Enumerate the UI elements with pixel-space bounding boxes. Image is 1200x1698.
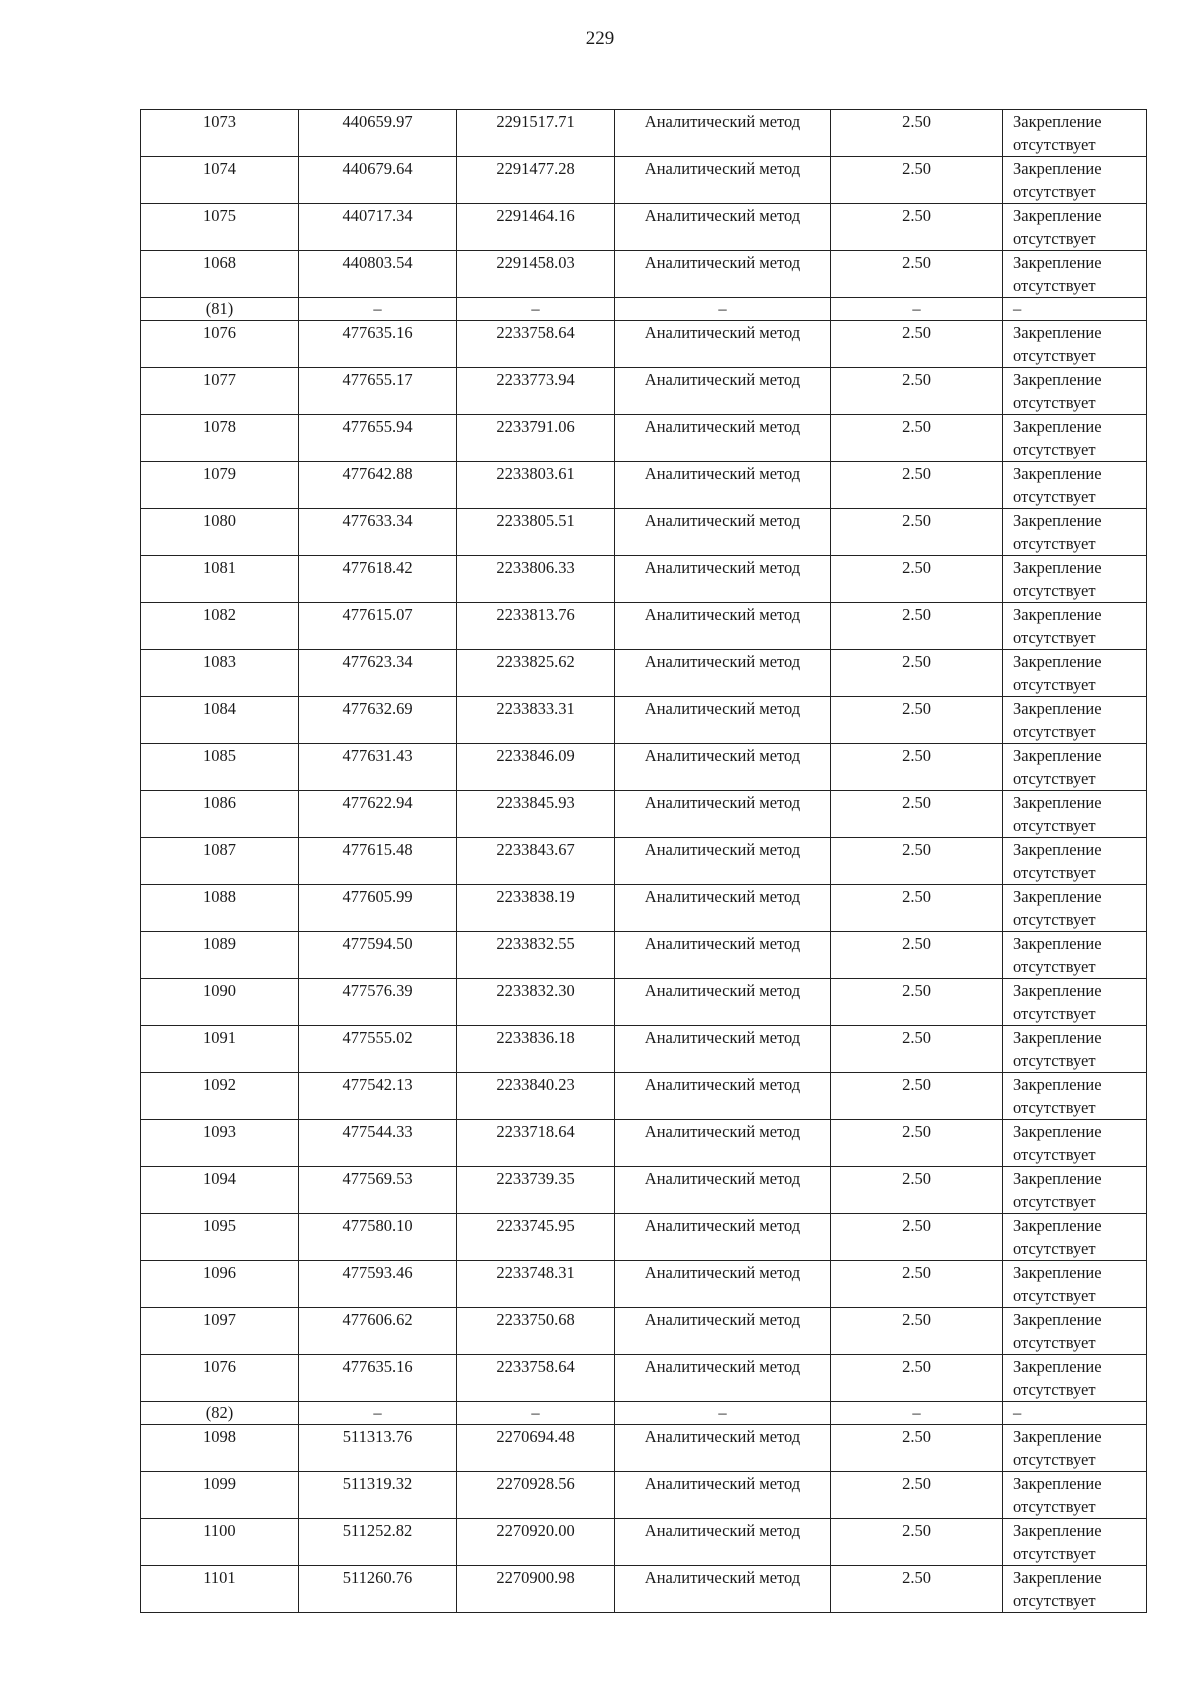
point-number-cell: 1093 (141, 1120, 299, 1167)
table-row (141, 415, 1147, 462)
x-coordinate-cell: 477593.46 (299, 1261, 457, 1308)
fixing-cell: Закрепление отсутствует (1003, 556, 1147, 603)
contour-separator-row (141, 298, 1147, 321)
y-coordinate-cell: 2233846.09 (457, 744, 615, 791)
x-coordinate-cell: 477606.62 (299, 1308, 457, 1355)
accuracy-cell: 2.50 (831, 1120, 1003, 1167)
y-coordinate-cell: 2233805.51 (457, 509, 615, 556)
method-cell: Аналитический метод (615, 556, 831, 603)
table-row (141, 697, 1147, 744)
y-coordinate-cell: – (457, 1402, 615, 1425)
table-row (141, 791, 1147, 838)
table-row (141, 1425, 1147, 1472)
table-row (141, 321, 1147, 368)
table-row (141, 1566, 1147, 1613)
x-coordinate-cell: – (299, 1402, 457, 1425)
y-coordinate-cell: 2233840.23 (457, 1073, 615, 1120)
method-cell: Аналитический метод (615, 932, 831, 979)
table-row (141, 251, 1147, 298)
point-number-cell: 1094 (141, 1167, 299, 1214)
x-coordinate-cell: 477655.17 (299, 368, 457, 415)
fixing-cell: Закрепление отсутствует (1003, 462, 1147, 509)
fixing-cell: Закрепление отсутствует (1003, 204, 1147, 251)
table-row (141, 462, 1147, 509)
accuracy-cell: 2.50 (831, 110, 1003, 157)
fixing-cell: Закрепление отсутствует (1003, 1355, 1147, 1402)
method-cell: Аналитический метод (615, 697, 831, 744)
table-row (141, 1026, 1147, 1073)
point-number-cell: 1097 (141, 1308, 299, 1355)
method-cell: Аналитический метод (615, 157, 831, 204)
x-coordinate-cell: 511252.82 (299, 1519, 457, 1566)
method-cell: Аналитический метод (615, 462, 831, 509)
accuracy-cell: 2.50 (831, 509, 1003, 556)
fixing-cell: Закрепление отсутствует (1003, 791, 1147, 838)
table-row (141, 556, 1147, 603)
point-number-cell: 1079 (141, 462, 299, 509)
accuracy-cell: 2.50 (831, 1073, 1003, 1120)
fixing-cell: Закрепление отсутствует (1003, 1566, 1147, 1613)
point-number-cell: 1076 (141, 321, 299, 368)
x-coordinate-cell: 477594.50 (299, 932, 457, 979)
table-row (141, 603, 1147, 650)
x-coordinate-cell: 477569.53 (299, 1167, 457, 1214)
accuracy-cell: 2.50 (831, 603, 1003, 650)
accuracy-cell: 2.50 (831, 979, 1003, 1026)
x-coordinate-cell: 477633.34 (299, 509, 457, 556)
fixing-cell: Закрепление отсутствует (1003, 321, 1147, 368)
table-row (141, 157, 1147, 204)
accuracy-cell: 2.50 (831, 1308, 1003, 1355)
point-number-cell: 1092 (141, 1073, 299, 1120)
point-number-cell: 1077 (141, 368, 299, 415)
x-coordinate-cell: 477635.16 (299, 321, 457, 368)
point-number-cell: 1075 (141, 204, 299, 251)
point-number-cell: 1078 (141, 415, 299, 462)
y-coordinate-cell: 2233773.94 (457, 368, 615, 415)
method-cell: Аналитический метод (615, 885, 831, 932)
fixing-cell: – (1003, 298, 1147, 321)
x-coordinate-cell: 477632.69 (299, 697, 457, 744)
x-coordinate-cell: 440679.64 (299, 157, 457, 204)
y-coordinate-cell: 2233845.93 (457, 791, 615, 838)
method-cell: – (615, 1402, 831, 1425)
y-coordinate-cell: 2233739.35 (457, 1167, 615, 1214)
point-number-cell: 1087 (141, 838, 299, 885)
accuracy-cell: 2.50 (831, 251, 1003, 298)
fixing-cell: Закрепление отсутствует (1003, 110, 1147, 157)
table-row (141, 979, 1147, 1026)
x-coordinate-cell: 477655.94 (299, 415, 457, 462)
y-coordinate-cell: 2233758.64 (457, 321, 615, 368)
table-row (141, 509, 1147, 556)
method-cell: Аналитический метод (615, 791, 831, 838)
accuracy-cell: 2.50 (831, 1214, 1003, 1261)
point-number-cell: 1068 (141, 251, 299, 298)
x-coordinate-cell: 477615.07 (299, 603, 457, 650)
method-cell: Аналитический метод (615, 251, 831, 298)
table-row (141, 1519, 1147, 1566)
point-number-cell: 1088 (141, 885, 299, 932)
accuracy-cell: 2.50 (831, 1519, 1003, 1566)
fixing-cell: Закрепление отсутствует (1003, 885, 1147, 932)
y-coordinate-cell: 2233825.62 (457, 650, 615, 697)
method-cell: Аналитический метод (615, 1308, 831, 1355)
point-number-cell: 1096 (141, 1261, 299, 1308)
accuracy-cell: 2.50 (831, 1261, 1003, 1308)
accuracy-cell: – (831, 1402, 1003, 1425)
point-number-cell: 1098 (141, 1425, 299, 1472)
fixing-cell: Закрепление отсутствует (1003, 1308, 1147, 1355)
table-row (141, 1120, 1147, 1167)
table-row (141, 1308, 1147, 1355)
y-coordinate-cell: 2233791.06 (457, 415, 615, 462)
fixing-cell: Закрепление отсутствует (1003, 509, 1147, 556)
method-cell: Аналитический метод (615, 1472, 831, 1519)
y-coordinate-cell: 2233750.68 (457, 1308, 615, 1355)
table-row (141, 885, 1147, 932)
accuracy-cell: 2.50 (831, 368, 1003, 415)
x-coordinate-cell: 477576.39 (299, 979, 457, 1026)
accuracy-cell: 2.50 (831, 462, 1003, 509)
x-coordinate-cell: 477623.34 (299, 650, 457, 697)
fixing-cell: Закрепление отсутствует (1003, 979, 1147, 1026)
table-row (141, 744, 1147, 791)
fixing-cell: Закрепление отсутствует (1003, 1073, 1147, 1120)
x-coordinate-cell: 511313.76 (299, 1425, 457, 1472)
y-coordinate-cell: 2233843.67 (457, 838, 615, 885)
accuracy-cell: 2.50 (831, 1425, 1003, 1472)
y-coordinate-cell: 2233745.95 (457, 1214, 615, 1261)
x-coordinate-cell: 440803.54 (299, 251, 457, 298)
x-coordinate-cell: 477542.13 (299, 1073, 457, 1120)
y-coordinate-cell: 2270920.00 (457, 1519, 615, 1566)
table-row (141, 368, 1147, 415)
x-coordinate-cell: 477555.02 (299, 1026, 457, 1073)
method-cell: Аналитический метод (615, 1214, 831, 1261)
x-coordinate-cell: 477615.48 (299, 838, 457, 885)
point-number-cell: 1089 (141, 932, 299, 979)
method-cell: Аналитический метод (615, 979, 831, 1026)
y-coordinate-cell: 2233806.33 (457, 556, 615, 603)
fixing-cell: Закрепление отсутствует (1003, 157, 1147, 204)
point-number-cell: 1090 (141, 979, 299, 1026)
table-row (141, 1355, 1147, 1402)
point-number-cell: 1099 (141, 1472, 299, 1519)
fixing-cell: Закрепление отсутствует (1003, 603, 1147, 650)
x-coordinate-cell: 477544.33 (299, 1120, 457, 1167)
x-coordinate-cell: 477635.16 (299, 1355, 457, 1402)
accuracy-cell: 2.50 (831, 415, 1003, 462)
point-number-cell: 1086 (141, 791, 299, 838)
fixing-cell: Закрепление отсутствует (1003, 744, 1147, 791)
method-cell: Аналитический метод (615, 1519, 831, 1566)
table-row (141, 1214, 1147, 1261)
method-cell: Аналитический метод (615, 1073, 831, 1120)
coordinates-table (140, 109, 1147, 1613)
method-cell: Аналитический метод (615, 1167, 831, 1214)
point-number-cell: 1083 (141, 650, 299, 697)
x-coordinate-cell: 477580.10 (299, 1214, 457, 1261)
point-number-cell: 1091 (141, 1026, 299, 1073)
point-number-cell: 1085 (141, 744, 299, 791)
accuracy-cell: 2.50 (831, 321, 1003, 368)
x-coordinate-cell: 477631.43 (299, 744, 457, 791)
accuracy-cell: 2.50 (831, 697, 1003, 744)
point-number-cell: (81) (141, 298, 299, 321)
table-row (141, 204, 1147, 251)
fixing-cell: Закрепление отсутствует (1003, 1120, 1147, 1167)
table-row (141, 1073, 1147, 1120)
fixing-cell: Закрепление отсутствует (1003, 650, 1147, 697)
point-number-cell: 1076 (141, 1355, 299, 1402)
method-cell: Аналитический метод (615, 204, 831, 251)
point-number-cell: (82) (141, 1402, 299, 1425)
y-coordinate-cell: 2270928.56 (457, 1472, 615, 1519)
y-coordinate-cell: 2233748.31 (457, 1261, 615, 1308)
point-number-cell: 1080 (141, 509, 299, 556)
fixing-cell: Закрепление отсутствует (1003, 1425, 1147, 1472)
coordinates-table-body (141, 110, 1147, 1613)
method-cell: Аналитический метод (615, 1566, 831, 1613)
accuracy-cell: 2.50 (831, 885, 1003, 932)
fixing-cell: – (1003, 1402, 1147, 1425)
y-coordinate-cell: – (457, 298, 615, 321)
fixing-cell: Закрепление отсутствует (1003, 1026, 1147, 1073)
y-coordinate-cell: 2233838.19 (457, 885, 615, 932)
method-cell: Аналитический метод (615, 321, 831, 368)
method-cell: Аналитический метод (615, 838, 831, 885)
fixing-cell: Закрепление отсутствует (1003, 251, 1147, 298)
accuracy-cell: 2.50 (831, 838, 1003, 885)
x-coordinate-cell: 477618.42 (299, 556, 457, 603)
table-row (141, 932, 1147, 979)
x-coordinate-cell: 440659.97 (299, 110, 457, 157)
accuracy-cell: 2.50 (831, 1026, 1003, 1073)
fixing-cell: Закрепление отсутствует (1003, 415, 1147, 462)
accuracy-cell: 2.50 (831, 791, 1003, 838)
accuracy-cell: 2.50 (831, 650, 1003, 697)
accuracy-cell: 2.50 (831, 1566, 1003, 1613)
page-number: 229 (585, 28, 615, 49)
point-number-cell: 1082 (141, 603, 299, 650)
fixing-cell: Закрепление отсутствует (1003, 1214, 1147, 1261)
y-coordinate-cell: 2291464.16 (457, 204, 615, 251)
y-coordinate-cell: 2291517.71 (457, 110, 615, 157)
method-cell: Аналитический метод (615, 368, 831, 415)
point-number-cell: 1084 (141, 697, 299, 744)
y-coordinate-cell: 2233833.31 (457, 697, 615, 744)
table-row (141, 110, 1147, 157)
x-coordinate-cell: 440717.34 (299, 204, 457, 251)
y-coordinate-cell: 2233832.55 (457, 932, 615, 979)
x-coordinate-cell: 477622.94 (299, 791, 457, 838)
x-coordinate-cell: 477605.99 (299, 885, 457, 932)
point-number-cell: 1074 (141, 157, 299, 204)
accuracy-cell: – (831, 298, 1003, 321)
accuracy-cell: 2.50 (831, 157, 1003, 204)
method-cell: Аналитический метод (615, 1355, 831, 1402)
fixing-cell: Закрепление отсутствует (1003, 1261, 1147, 1308)
accuracy-cell: 2.50 (831, 1472, 1003, 1519)
accuracy-cell: 2.50 (831, 204, 1003, 251)
point-number-cell: 1081 (141, 556, 299, 603)
accuracy-cell: 2.50 (831, 556, 1003, 603)
x-coordinate-cell: 511319.32 (299, 1472, 457, 1519)
method-cell: Аналитический метод (615, 603, 831, 650)
fixing-cell: Закрепление отсутствует (1003, 1167, 1147, 1214)
method-cell: Аналитический метод (615, 1425, 831, 1472)
fixing-cell: Закрепление отсутствует (1003, 368, 1147, 415)
y-coordinate-cell: 2233813.76 (457, 603, 615, 650)
y-coordinate-cell: 2233803.61 (457, 462, 615, 509)
fixing-cell: Закрепление отсутствует (1003, 838, 1147, 885)
y-coordinate-cell: 2291477.28 (457, 157, 615, 204)
fixing-cell: Закрепление отсутствует (1003, 1519, 1147, 1566)
y-coordinate-cell: 2233718.64 (457, 1120, 615, 1167)
point-number-cell: 1095 (141, 1214, 299, 1261)
y-coordinate-cell: 2270694.48 (457, 1425, 615, 1472)
method-cell: Аналитический метод (615, 1026, 831, 1073)
accuracy-cell: 2.50 (831, 1167, 1003, 1214)
accuracy-cell: 2.50 (831, 744, 1003, 791)
method-cell: Аналитический метод (615, 509, 831, 556)
fixing-cell: Закрепление отсутствует (1003, 697, 1147, 744)
accuracy-cell: 2.50 (831, 932, 1003, 979)
method-cell: Аналитический метод (615, 1261, 831, 1308)
method-cell: Аналитический метод (615, 1120, 831, 1167)
y-coordinate-cell: 2233832.30 (457, 979, 615, 1026)
table-row (141, 838, 1147, 885)
fixing-cell: Закрепление отсутствует (1003, 932, 1147, 979)
contour-separator-row (141, 1402, 1147, 1425)
x-coordinate-cell: – (299, 298, 457, 321)
point-number-cell: 1100 (141, 1519, 299, 1566)
method-cell: Аналитический метод (615, 744, 831, 791)
point-number-cell: 1073 (141, 110, 299, 157)
x-coordinate-cell: 477642.88 (299, 462, 457, 509)
method-cell: – (615, 298, 831, 321)
y-coordinate-cell: 2233836.18 (457, 1026, 615, 1073)
x-coordinate-cell: 511260.76 (299, 1566, 457, 1613)
point-number-cell: 1101 (141, 1566, 299, 1613)
method-cell: Аналитический метод (615, 650, 831, 697)
table-row (141, 1472, 1147, 1519)
accuracy-cell: 2.50 (831, 1355, 1003, 1402)
y-coordinate-cell: 2270900.98 (457, 1566, 615, 1613)
table-row (141, 1261, 1147, 1308)
table-row (141, 1167, 1147, 1214)
method-cell: Аналитический метод (615, 415, 831, 462)
method-cell: Аналитический метод (615, 110, 831, 157)
table-row (141, 650, 1147, 697)
y-coordinate-cell: 2291458.03 (457, 251, 615, 298)
y-coordinate-cell: 2233758.64 (457, 1355, 615, 1402)
fixing-cell: Закрепление отсутствует (1003, 1472, 1147, 1519)
